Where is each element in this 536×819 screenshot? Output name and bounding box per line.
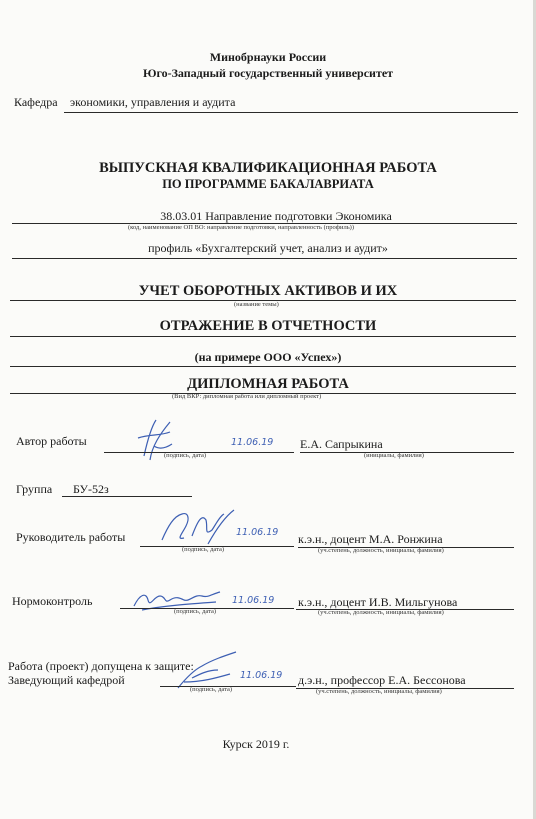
supervisor-signature-date: 11.06.19 (236, 527, 279, 538)
topic-line1: УЧЕТ ОБОРОТНЫХ АКТИВОВ И ИХ (138, 283, 398, 299)
admission-text: Работа (проект) допущена к защите: (8, 659, 194, 673)
head-of-department-signature-date: 11.06.19 (240, 670, 283, 681)
normcontrol-label: Нормоконтроль (12, 594, 93, 608)
topic-line2: ОТРАЖЕНИЕ В ОТЧЕТНОСТИ (159, 318, 377, 334)
author-label: Автор работы (16, 434, 87, 448)
university-name: Юго-Западный государственный университет (142, 66, 394, 80)
department-underline (64, 112, 518, 113)
author-signature-date: 11.06.19 (231, 437, 274, 448)
profile-underline (12, 258, 517, 259)
head-of-department-signature-hint: (подпись, дата) (190, 686, 233, 693)
direction-hint: (код, наименование ОП ВО: направление подготовки, направленность (профиль)) (128, 224, 354, 231)
head-of-department-label: Заведующий кафедрой (8, 673, 125, 687)
supervisor-name: к.э.н., доцент М.А. Ронжина (298, 532, 443, 546)
topic-hint: (название темы) (234, 301, 279, 308)
author-signature-hint: (подпись, дата) (164, 452, 207, 459)
group-label: Группа (16, 482, 53, 496)
profile-value: профиль «Бухгалтерский учет, анализ и аудит» (148, 241, 388, 255)
head-of-department-name-hint: (уч.степень, должность, инициалы, фамилия) (316, 688, 442, 695)
normcontrol-signature-date: 11.06.19 (232, 595, 275, 606)
topic-underline-3 (10, 366, 516, 367)
normcontrol-signature-hint: (подпись, дата) (174, 608, 217, 615)
supervisor-name-hint: (уч.степень, должность, инициалы, фамилия) (318, 547, 444, 554)
head-of-department-name: д.э.н., профессор Е.А. Бессонова (298, 673, 466, 687)
normcontrol-name-hint: (уч.степень, должность, инициалы, фамилия) (318, 609, 444, 616)
group-value: БУ-52з (73, 482, 109, 496)
work-title-line2: ПО ПРОГРАММЕ БАКАЛАВРИАТА (162, 177, 374, 191)
group-underline (62, 496, 192, 497)
supervisor-label: Руководитель работы (16, 530, 126, 544)
topic-example: (на примере ООО «Успех») (194, 350, 342, 364)
city-year: Курск 2019 г. (222, 737, 290, 751)
normcontrol-name: к.э.н., доцент И.В. Мильгунова (298, 595, 458, 609)
work-type-hint: (Вид ВКР: дипломная работа или дипломный проект) (172, 393, 322, 400)
ministry-name: Минобрнауки России (209, 50, 327, 64)
author-name-hint: (инициалы, фамилия) (364, 452, 424, 459)
direction-value: 38.03.01 Направление подготовки Экономика (160, 209, 392, 223)
department-value: экономики, управления и аудита (70, 95, 236, 109)
work-type-value: ДИПЛОМНАЯ РАБОТА (187, 376, 349, 392)
topic-underline-2 (10, 336, 516, 337)
author-name: Е.А. Сапрыкина (300, 437, 383, 451)
department-label: Кафедра (14, 95, 58, 109)
supervisor-signature-hint: (подпись, дата) (182, 546, 225, 553)
work-title-line1: ВЫПУСКНАЯ КВАЛИФИКАЦИОННАЯ РАБОТА (99, 160, 437, 176)
